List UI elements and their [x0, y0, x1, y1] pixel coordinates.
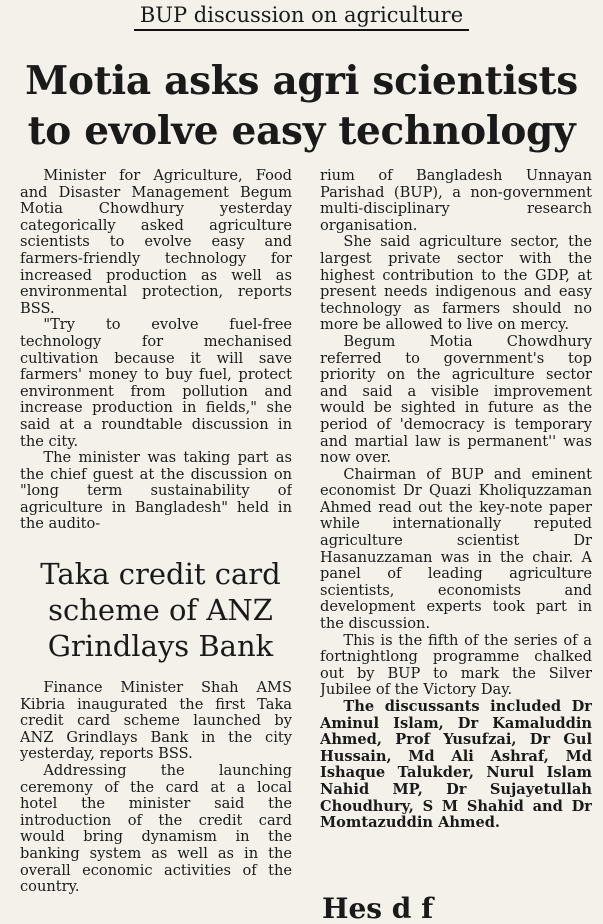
story1-paragraph: She said agriculture sector, the largest private sector with the highest contribution to the GDP, at present needs indigenous and easy technology as farmers should no more be allowed to live on mercy. [320, 233, 592, 334]
story2-headline-line-3: Grindlays Bank [47, 629, 274, 663]
main-headline [0, 56, 603, 156]
story2-headline-line-1: Taka credit card [40, 557, 281, 591]
headline-line-2: to evolve easy technology [27, 108, 576, 154]
kicker [0, 2, 603, 31]
story2-paragraph: Finance Minister Shah AMS Kibria inaugurated the first Taka credit card scheme launched by ANZ Grindlays Bank in the city yesterday, reports BSS. [20, 680, 292, 763]
kicker-text: BUP discussion on agriculture [134, 2, 469, 31]
story1-paragraph: This is the fifth of the series of a fortnightlong programme chalked out by BUP to mark the Silver Jubilee of the Victory Day. [320, 631, 592, 699]
story1-column-1 [20, 168, 292, 548]
discussants-paragraph: The discussants included Dr Aminul Islam, Dr Kamaluddin Ahmed, Prof Yusufzai, Dr Gul Hussain, Md Ali Ashraf, Md Ishaque Talukder, Nurul Islam Nahid MP, Dr Sujayetullah Choudhury, S M Shahid and Dr Momtazuddin Ahmed. [320, 698, 592, 832]
story1-column-2 [320, 168, 592, 900]
story2-headline-line-2: scheme of ANZ [48, 593, 273, 627]
story1-paragraph: "Try to evolve fuel-free technology for mechanised cultivation because it will save farmers' money to buy fuel, protect environment from pollution and increase production in fields," she said at a roundtable discussion in the city. [20, 316, 292, 450]
story1-paragraph: Begum Motia Chowdhury referred to government's top priority on the agriculture sector and said a visible improvement would be sighted in future as the period of 'democracy is temporary and martial law is permanent'' was now over. [320, 332, 592, 467]
next-story-headline-fragment: Hes d f [322, 894, 434, 924]
story1-paragraph: Minister for Agriculture, Food and Disaster Management Begum Motia Chowdhury yesterday categorically asked agriculture scientists to evolve easy and farmers-friendly technology for increased production as well as environmental protection, reports BSS. [20, 168, 292, 317]
story2-paragraph: Addressing the launching ceremony of the card at a local hotel the minister said the introduction of the credit card would bring dynamism in the banking system as well as in the overall economic activities of the country. [20, 761, 292, 896]
story2-body [20, 680, 292, 909]
headline-line-1: Motia asks agri scientists [25, 58, 578, 104]
story1-paragraph: Chairman of BUP and eminent economist Dr Quazi Kholiquzzaman Ahmed read out the key-note paper while internationally reputed agriculture scientist Dr Hasanuzzaman was in the chair. A panel of leading agriculture scientists, economists and development experts took part in the discussion. [320, 465, 592, 633]
story1-paragraph: The minister was taking part as the chief guest at the discussion on "long term sustainability of agriculture in Bangladesh" held in the audito- [20, 449, 292, 533]
story1-paragraph: rium of Bangladesh Unnayan Parishad (BUP), a non-government multi-disciplinary research organisation. [320, 168, 592, 234]
story2-headline [18, 556, 303, 664]
